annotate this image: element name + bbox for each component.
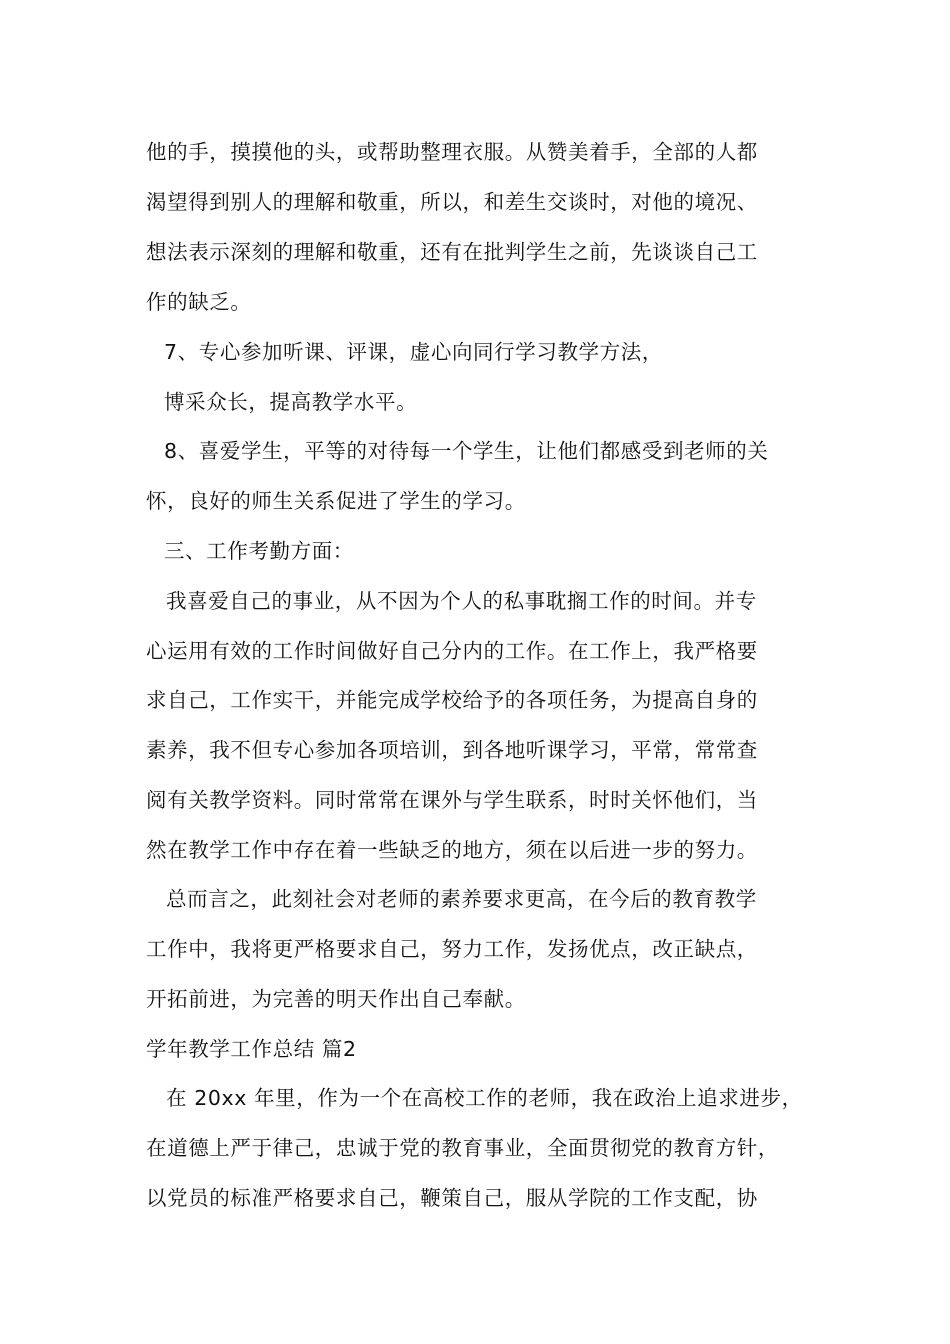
text-line: 想法表示深刻的理解和敬重，还有在批判学生之前，先谈谈自己工 [146, 240, 758, 264]
article-title: 学年教学工作总结 篇2 [146, 1037, 357, 1061]
paragraph-start: 我喜爱自己的事业，从不因为个人的私事耽搁工作的时间。并专 [166, 589, 757, 613]
text-line: 他的手，摸摸他的头，或帮助整理衣服。从赞美着手，全部的人都 [146, 140, 758, 164]
text-line: 以党员的标准严格要求自己，鞭策自己，服从学院的工作支配，协 [146, 1186, 758, 1210]
text-line: 博采众长，提高教学水平。 [164, 390, 418, 414]
text-line: 在道德上严于律己，忠诚于党的教育事业，全面贯彻党的教育方针， [146, 1136, 779, 1160]
paragraph-start: 总而言之，此刻社会对老师的素养要求更高，在今后的教育教学 [166, 887, 757, 911]
text-line: 求自己，工作实干，并能完成学校给予的各项任务，为提高自身的 [146, 688, 758, 712]
text-line: 阅有关教学资料。同时常常在课外与学生联系，时时关怀他们，当 [146, 788, 758, 812]
list-item-7: 7、专心参加听课、评课，虚心向同行学习教学方法， [164, 340, 663, 364]
list-item-8: 8、喜爱学生，平等的对待每一个学生，让他们都感受到老师的关 [164, 439, 769, 463]
text-line: 素养，我不但专心参加各项培训，到各地听课学习，平常，常常查 [146, 738, 758, 762]
section-heading: 三、工作考勤方面： [164, 539, 354, 563]
text-line: 开拓前进，为完善的明天作出自己奉献。 [146, 987, 526, 1011]
text-line: 渴望得到别人的理解和敬重，所以，和差生交谈时，对他的境况、 [146, 190, 758, 214]
text-line: 心运用有效的工作时间做好自己分内的工作。在工作上，我严格要 [146, 639, 758, 663]
text-line: 然在教学工作中存在着一些缺乏的地方，须在以后进一步的努力。 [146, 838, 758, 862]
text-line: 工作中，我将更严格要求自己，努力工作，发扬优点，改正缺点， [146, 937, 758, 961]
text-line: 作的缺乏。 [146, 290, 252, 314]
paragraph-start: 在 20xx 年里，作为一个在高校工作的老师，我在政治上追求进步， [166, 1086, 803, 1110]
text-line: 怀，良好的师生关系促进了学生的学习。 [146, 489, 526, 513]
